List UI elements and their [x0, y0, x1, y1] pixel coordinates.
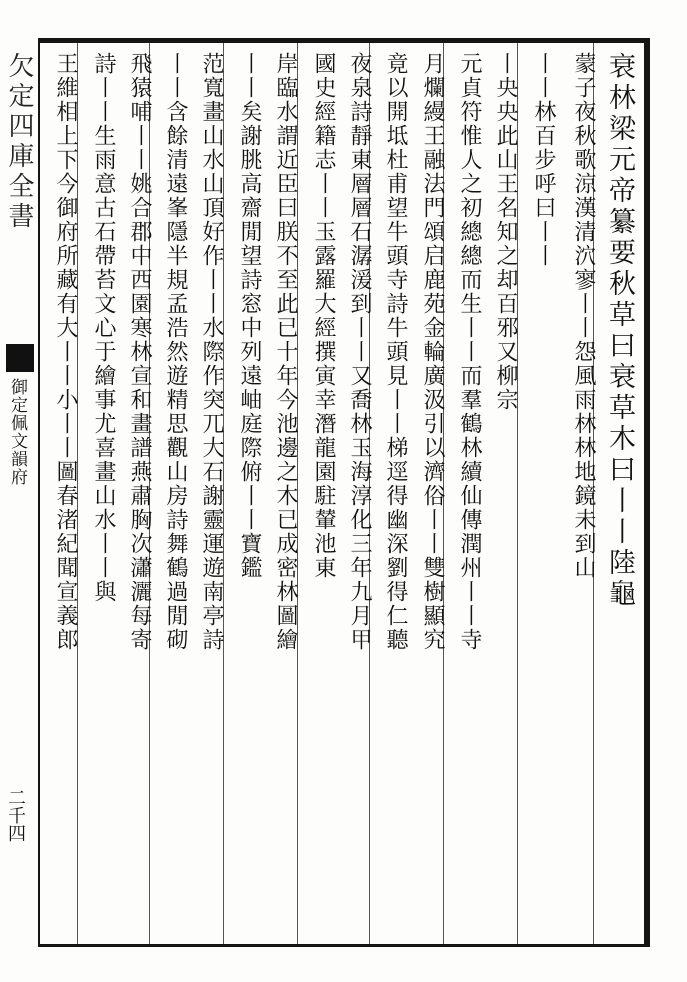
margin-top-text: 欠定四庫全書	[4, 52, 34, 232]
column-text: 丨丨矣謝朓高齋閒望詩窓中列遠岫庭際俯丨丨寶鑑	[237, 52, 262, 580]
column-text: 飛猿哺丨丨姚合郡中西園寒林宣和畫譜燕肅胸次瀟灑每寄	[127, 52, 152, 652]
text-column	[42, 52, 88, 940]
text-column-overflow	[40, 52, 42, 940]
text-column	[560, 52, 606, 940]
column-text: 丨丨含餘清遠峯隱半規孟浩然遊精思觀山房詩舞鶴過閒砌	[163, 52, 188, 652]
book-title: 御定佩文韻府	[7, 378, 27, 486]
margin-column	[0, 52, 38, 952]
top-border-rule	[38, 38, 649, 43]
column-text: 丨丨林百步呼曰丨丨	[531, 52, 556, 268]
column-text: 丨央央此山王名知之却百邪又柳宗	[493, 52, 518, 412]
column-text: 月爛縵王融法門頌启鹿苑金輪廣汲引以濟俗丨丨雙樹顯究	[420, 52, 445, 652]
column-text: 夜泉詩靜東層層石潺湲到丨丨又喬林玉海淳化三年九月甲	[347, 52, 372, 652]
column-text: 岸臨水謂近臣曰朕不至此已十年今池邊之木已成密林圖繪	[273, 52, 298, 652]
column-text: 國史經籍志丨丨玉露羅大經撰寅幸潛龍園駐輦池東	[311, 52, 336, 580]
column-text: 蒙子夜秋歌涼漢清泬寥丨丨怨風雨林林地鏡未到山	[571, 52, 596, 580]
column-text: 詩丨丨生雨意古石帶苔文心于繪事尤喜畫山水丨丨與	[91, 52, 116, 604]
column-text: 范寬畫山水山頂好作丨丨水際作突兀大石謝靈運遊南亭詩	[199, 52, 224, 652]
margin-black-block	[6, 344, 34, 372]
column-text: 王維相上下今御府所藏有大丨丨小丨丨圖春渚紀聞宣義郎	[53, 52, 78, 652]
column-text: 元貞符惟人之初總總而生丨丨而羣鶴林續仙傳潤州丨丨寺	[457, 52, 482, 652]
page-number: 二千四	[5, 788, 26, 842]
column-text: 竟以開坻杜甫望牛頭寺詩牛頭見丨丨梯逕得幽深劉得仁聽	[383, 52, 408, 652]
column-text: 衰林梁元帝纂要秋草曰衰草木曰丨丨陸龜	[604, 52, 635, 610]
bottom-border-rule	[38, 944, 649, 947]
right-border-rule	[644, 38, 650, 947]
